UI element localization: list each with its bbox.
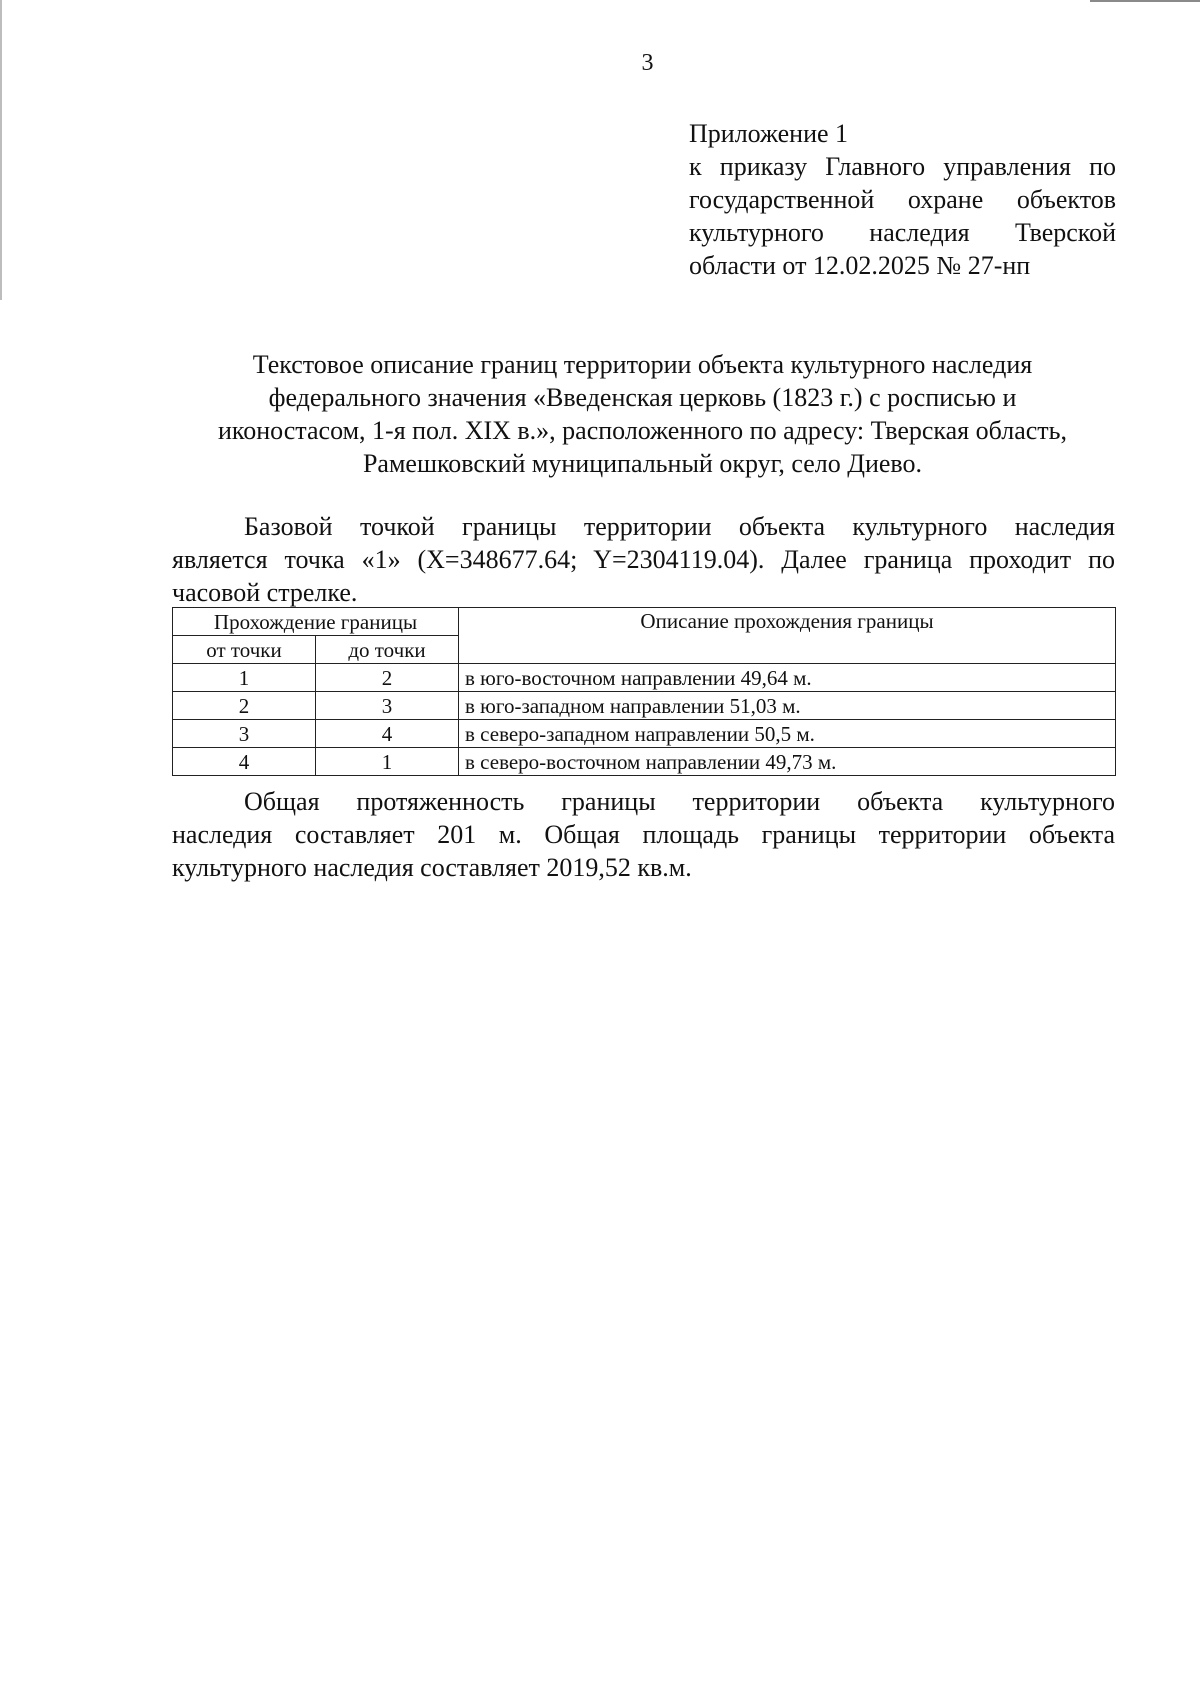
cell-description: в юго-западном направлении 51,03 м. (459, 692, 1116, 720)
appendix-line: к приказу Главного управления по (689, 152, 1116, 181)
header-description: Описание прохождения границы (459, 608, 1116, 664)
header-to: до точки (316, 636, 459, 664)
appendix-block (689, 117, 1116, 282)
summary-paragraph (172, 785, 1115, 884)
cell-from: 4 (173, 748, 316, 776)
table-row (173, 664, 1116, 692)
paragraph-line: Общая протяженность границы территории объекта культурного (244, 787, 1115, 816)
boundary-table (172, 607, 1116, 776)
table-row (173, 720, 1116, 748)
cell-description: в северо-западном направлении 50,5 м. (459, 720, 1116, 748)
scan-top-edge (1090, 0, 1200, 2)
paragraph-line: культурного наследия составляет 2019,52 кв.м. (172, 853, 692, 882)
intro-paragraph (172, 510, 1115, 609)
title-line: Рамешковский муниципальный округ, село Диево. (362, 449, 923, 478)
appendix-line: государственной охране объектов (689, 185, 1116, 214)
header-passage: Прохождение границы (173, 608, 459, 636)
cell-to: 4 (316, 720, 459, 748)
appendix-line: области от 12.02.2025 № 27-нп (689, 251, 1031, 280)
paragraph-line: часовой стрелке. (172, 578, 358, 607)
header-from: от точки (173, 636, 316, 664)
cell-description: в северо-восточном направлении 49,73 м. (459, 748, 1116, 776)
title-line: Текстовое описание границ территории объекта культурного наследия (252, 350, 1033, 379)
page-number: 3 (641, 50, 654, 76)
title-line: федерального значения «Введенская церковь (1823 г.) с росписью и (268, 383, 1017, 412)
cell-to: 3 (316, 692, 459, 720)
table-row (173, 692, 1116, 720)
paragraph-line: Базовой точкой границы территории объекта культурного наследия (244, 512, 1115, 541)
cell-from: 2 (173, 692, 316, 720)
paragraph-line: является точка «1» (X=348677.64; Y=2304119.04). Далее граница проходит по (172, 545, 1115, 574)
appendix-line: Приложение 1 (689, 119, 849, 148)
appendix-line: культурного наследия Тверской (689, 218, 1116, 247)
table-row (173, 748, 1116, 776)
document-title (160, 348, 1125, 480)
scan-left-edge (0, 0, 2, 300)
table-header-row (173, 608, 1116, 636)
cell-from: 3 (173, 720, 316, 748)
paragraph-line: наследия составляет 201 м. Общая площадь границы территории объекта (172, 820, 1115, 849)
cell-from: 1 (173, 664, 316, 692)
title-line: иконостасом, 1-я пол. XIX в.», расположенного по адресу: Тверская область, (217, 416, 1067, 445)
cell-description: в юго-восточном направлении 49,64 м. (459, 664, 1116, 692)
cell-to: 2 (316, 664, 459, 692)
cell-to: 1 (316, 748, 459, 776)
